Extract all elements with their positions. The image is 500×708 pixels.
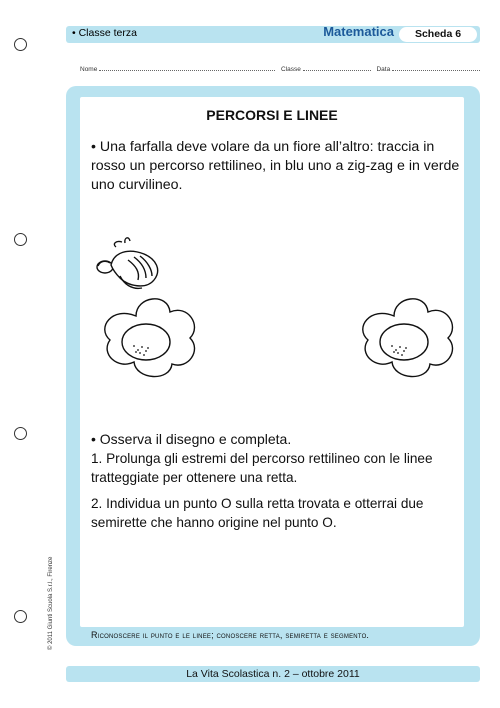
instruction-1: • Una farfalla deve volare da un fiore all’altro: traccia in rosso un percorso rettilineo, in blu uno a zig-zag e in verde uno curvilineo.	[91, 139, 460, 193]
date-label: Data	[376, 66, 391, 73]
subject-title: Matematica	[323, 24, 394, 39]
worksheet-title: PERCORSI E LINEE	[206, 107, 338, 123]
butterfly-flowers-drawing[interactable]	[80, 230, 464, 400]
observe-heading: • Osserva il disegno e completa.	[91, 431, 292, 447]
student-fields	[80, 64, 480, 73]
butterfly-icon	[97, 238, 158, 289]
copyright-notice: © 2011 Giunti Scuola S.r.l., Firenze	[48, 556, 54, 650]
learning-objective: Riconoscere il punto e le linee; conoscere retta, semiretta e segmento.	[91, 630, 370, 640]
step-1: 1. Prolunga gli estremi del percorso rettilineo con le linee tratteggiate per ottenere una retta.	[91, 451, 433, 485]
date-field[interactable]	[392, 64, 480, 71]
name-label: Nome	[80, 66, 98, 73]
binder-hole	[14, 38, 27, 51]
binder-hole	[14, 427, 27, 440]
class-field[interactable]	[303, 64, 371, 71]
class-label: • Classe terza	[72, 27, 137, 39]
flower-left-icon	[105, 299, 195, 377]
binder-hole	[14, 233, 27, 246]
name-field[interactable]	[99, 64, 275, 71]
sheet-badge: Scheda 6	[399, 27, 477, 42]
step-2: 2. Individua un punto O sulla retta trovata e otterrai due semirette che hanno origine nel punto O.	[91, 496, 424, 530]
footer-publication: La Vita Scolastica n. 2 – ottobre 2011	[66, 666, 480, 682]
flower-right-icon	[363, 299, 453, 377]
class-label-field: Classe	[280, 66, 301, 73]
binder-hole	[14, 610, 27, 623]
header-bar	[66, 26, 480, 43]
